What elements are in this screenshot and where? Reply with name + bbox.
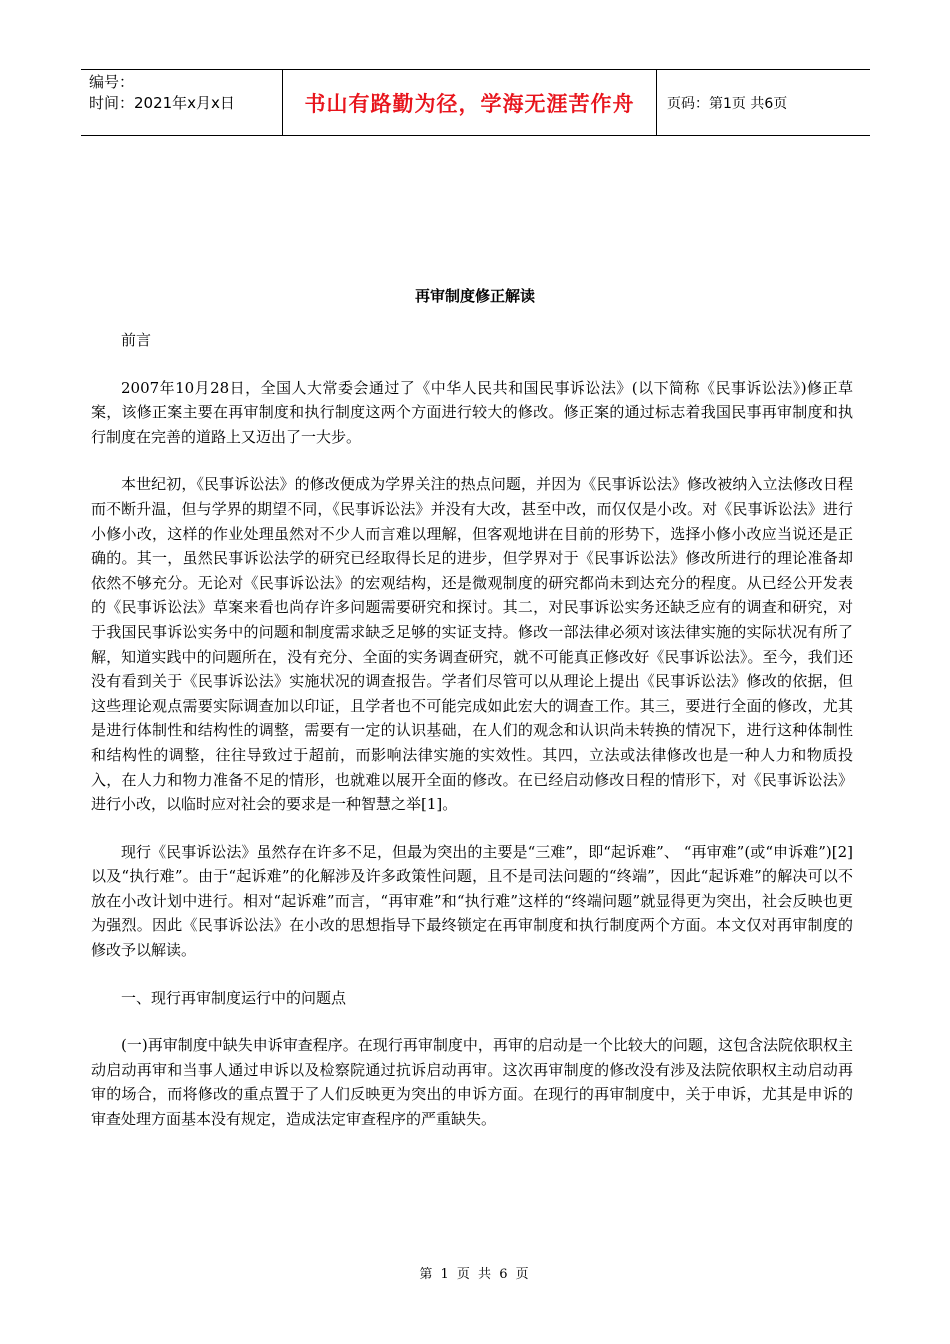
document-time-label: 时间：2021年x月x日 bbox=[89, 94, 235, 112]
paragraph: (一)再审制度中缺失申诉审查程序。在现行再审制度中，再审的启动是一个比较大的问题，这包含法院依职权主动启动再审和当事人通过申诉以及检察院通过抗诉启动再审。这次再审制度的修改没有涉及法院依职权主动启动再审的场合，而将修改的重点置于了人们反映更为突出的申诉方面。在现行的再审制度中，关于申诉，尤其是申诉的审查处理方面基本没有规定，造成法定审查程序的严重缺失。 bbox=[91, 1036, 853, 1129]
paragraph: 本世纪初，《民事诉讼法》的修改便成为学界关注的热点问题，并因为《民事诉讼法》修改被纳入立法修改日程而不断升温，但与学界的期望不同，《民事诉讼法》并没有大改，甚至中改，而仅仅是小改。对《民事诉讼法》进行小修小改，这样的作业处理虽然对不少人而言难以理解，但客观地讲在目前的形势下，选择小修小改应当说还是正确的。其一，虽然民事诉讼法学的研究已经取得长足的进步，但学界对于《民事诉讼法》修改所进行的理论准备却依然不够充分。无论对《民事诉讼法》的宏观结构，还是微观制度的研究都尚未到达充分的程度。从已经公开发表的《民事诉讼法》草案来看也尚存许多问题需要研究和探讨。其二，对民事诉讼实务还缺乏应有的调查和研究，对于我国民事诉讼实务中的问题和制度需求缺乏足够的实证支持。修改一部法律必须对该法律实施的实际状况有所了解，知道实践中的问题所在，没有充分、全面的实务调查研究，就不可能真正修改好《民事诉讼法》。至今，我们还没有看到关于《民事诉讼法》实施状况的调查报告。学者们尽管可以从理论上提出《民事诉讼法》修改的依据，但这些理论观点需要实际调查加以印证，且学者也不可能完成如此宏大的调查工作。其三，要进行全面的修改，尤其是进行体制性和结构性的调整，需要有一定的认识基础，在人们的观念和认识尚未转换的情况下，进行这种体制性和结构性的调整，往往导致过于超前，而影响法律实施的实效性。其四，立法或法律修改也是一种人力和物质投入，在人力和物力准备不足的情形，也就难以展开全面的修改。在已经启动修改日程的情形下，对《民事诉讼法》进行小改，以临时应对社会的要求是一种智慧之举[1]。 bbox=[91, 475, 853, 814]
document-number-label: 编号： bbox=[89, 73, 135, 91]
section-heading: 一、现行再审制度运行中的问题点 bbox=[121, 988, 347, 1007]
paragraph: 2007年10月28日，全国人大常委会通过了《中华人民共和国民事诉讼法》(以下简称《民事诉讼法》)修正草案，该修正案主要在再审制度和执行制度这两个方面进行较大的修改。修正案的通过标志着我国民事再审制度和执行制度在完善的道路上又迈出了一大步。 bbox=[91, 378, 853, 446]
header-page-info: 页码：第1页 共6页 bbox=[667, 95, 788, 112]
document-title: 再审制度修正解读 bbox=[414, 287, 535, 305]
header-motto: 书山有路勤为径，学海无涯苦作舟 bbox=[283, 70, 657, 135]
document-body bbox=[91, 328, 853, 1155]
paragraph: 现行《民事诉讼法》虽然存在许多不足，但最为突出的主要是“三难”，即“起诉难”、 “再审难”(或“申诉难”)[2]以及“执行难”。由于“起诉难”的化解涉及许多政策性问题，且不是司法问题的“终端”，因此“起诉难”的解决可以不放在小改计划中进行。相对“起诉难”而言，“再审难”和“执行难”这样的“终端问题”就显得更为突出，社会反映也更为强烈。因此《民事诉讼法》在小改的思想指导下最终锁定在再审制度和执行制度两个方面。本文仅对再审制度的修改予以解读。 bbox=[91, 842, 853, 960]
page-footer: 第 1 页 共 6 页 bbox=[419, 1267, 531, 1282]
paragraph-preface: 前言 bbox=[121, 331, 152, 349]
header-table bbox=[81, 69, 870, 136]
header-info-cell bbox=[81, 70, 283, 135]
